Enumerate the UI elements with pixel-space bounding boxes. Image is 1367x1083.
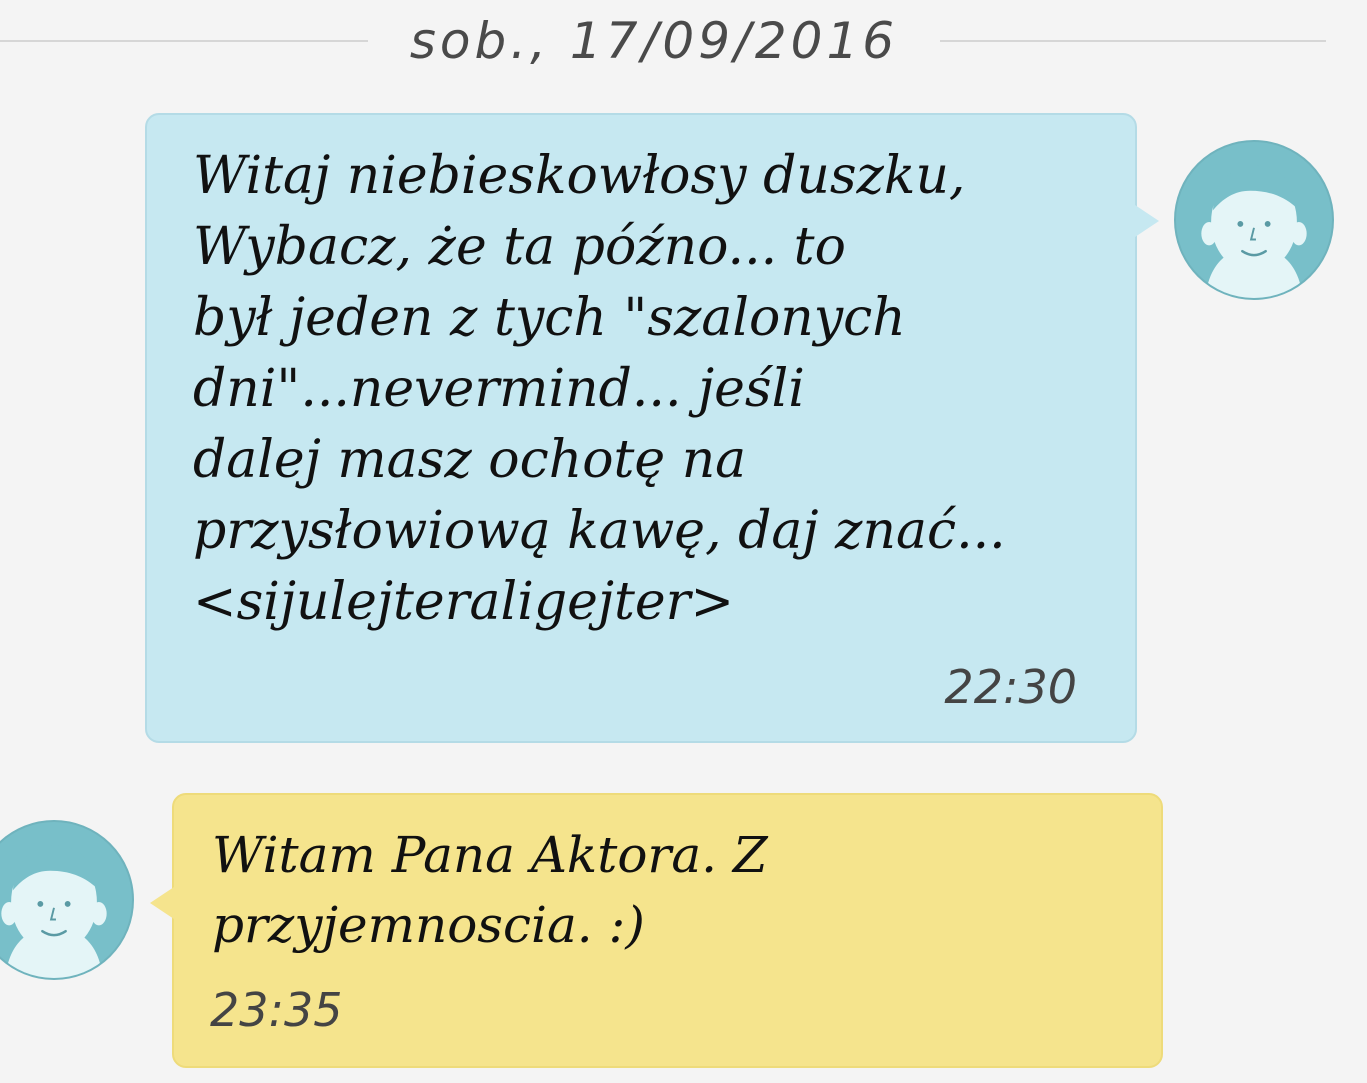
bubble-tail (1135, 205, 1159, 237)
contact-avatar[interactable] (0, 820, 134, 980)
message-timestamp: 22:30 (944, 660, 1077, 714)
person-avatar-icon (1176, 142, 1332, 298)
message-bubble-incoming[interactable] (172, 793, 1163, 1068)
sender-avatar[interactable] (1174, 140, 1334, 300)
message-bubble-outgoing[interactable] (145, 113, 1137, 743)
bubble-tail (150, 887, 174, 919)
date-label: sob., 17/09/2016 (409, 12, 899, 70)
message-timestamp: 23:35 (210, 983, 343, 1037)
message-text: Witaj niebieskowłosy duszku, Wybacz, że ta późno... to był jeden z tych "szalonych dni"...nevermind... jeśli dalej masz ochotę na przysłowiową kawę, daj znać... <sijulejteraligejter> (193, 146, 1006, 632)
date-divider-right (940, 40, 1326, 42)
date-divider-left (0, 40, 368, 42)
message-text: Witam Pana Aktora. Z przyjemnoscia. :) (212, 826, 768, 954)
date-separator (0, 0, 1367, 90)
person-avatar-icon (0, 822, 132, 978)
